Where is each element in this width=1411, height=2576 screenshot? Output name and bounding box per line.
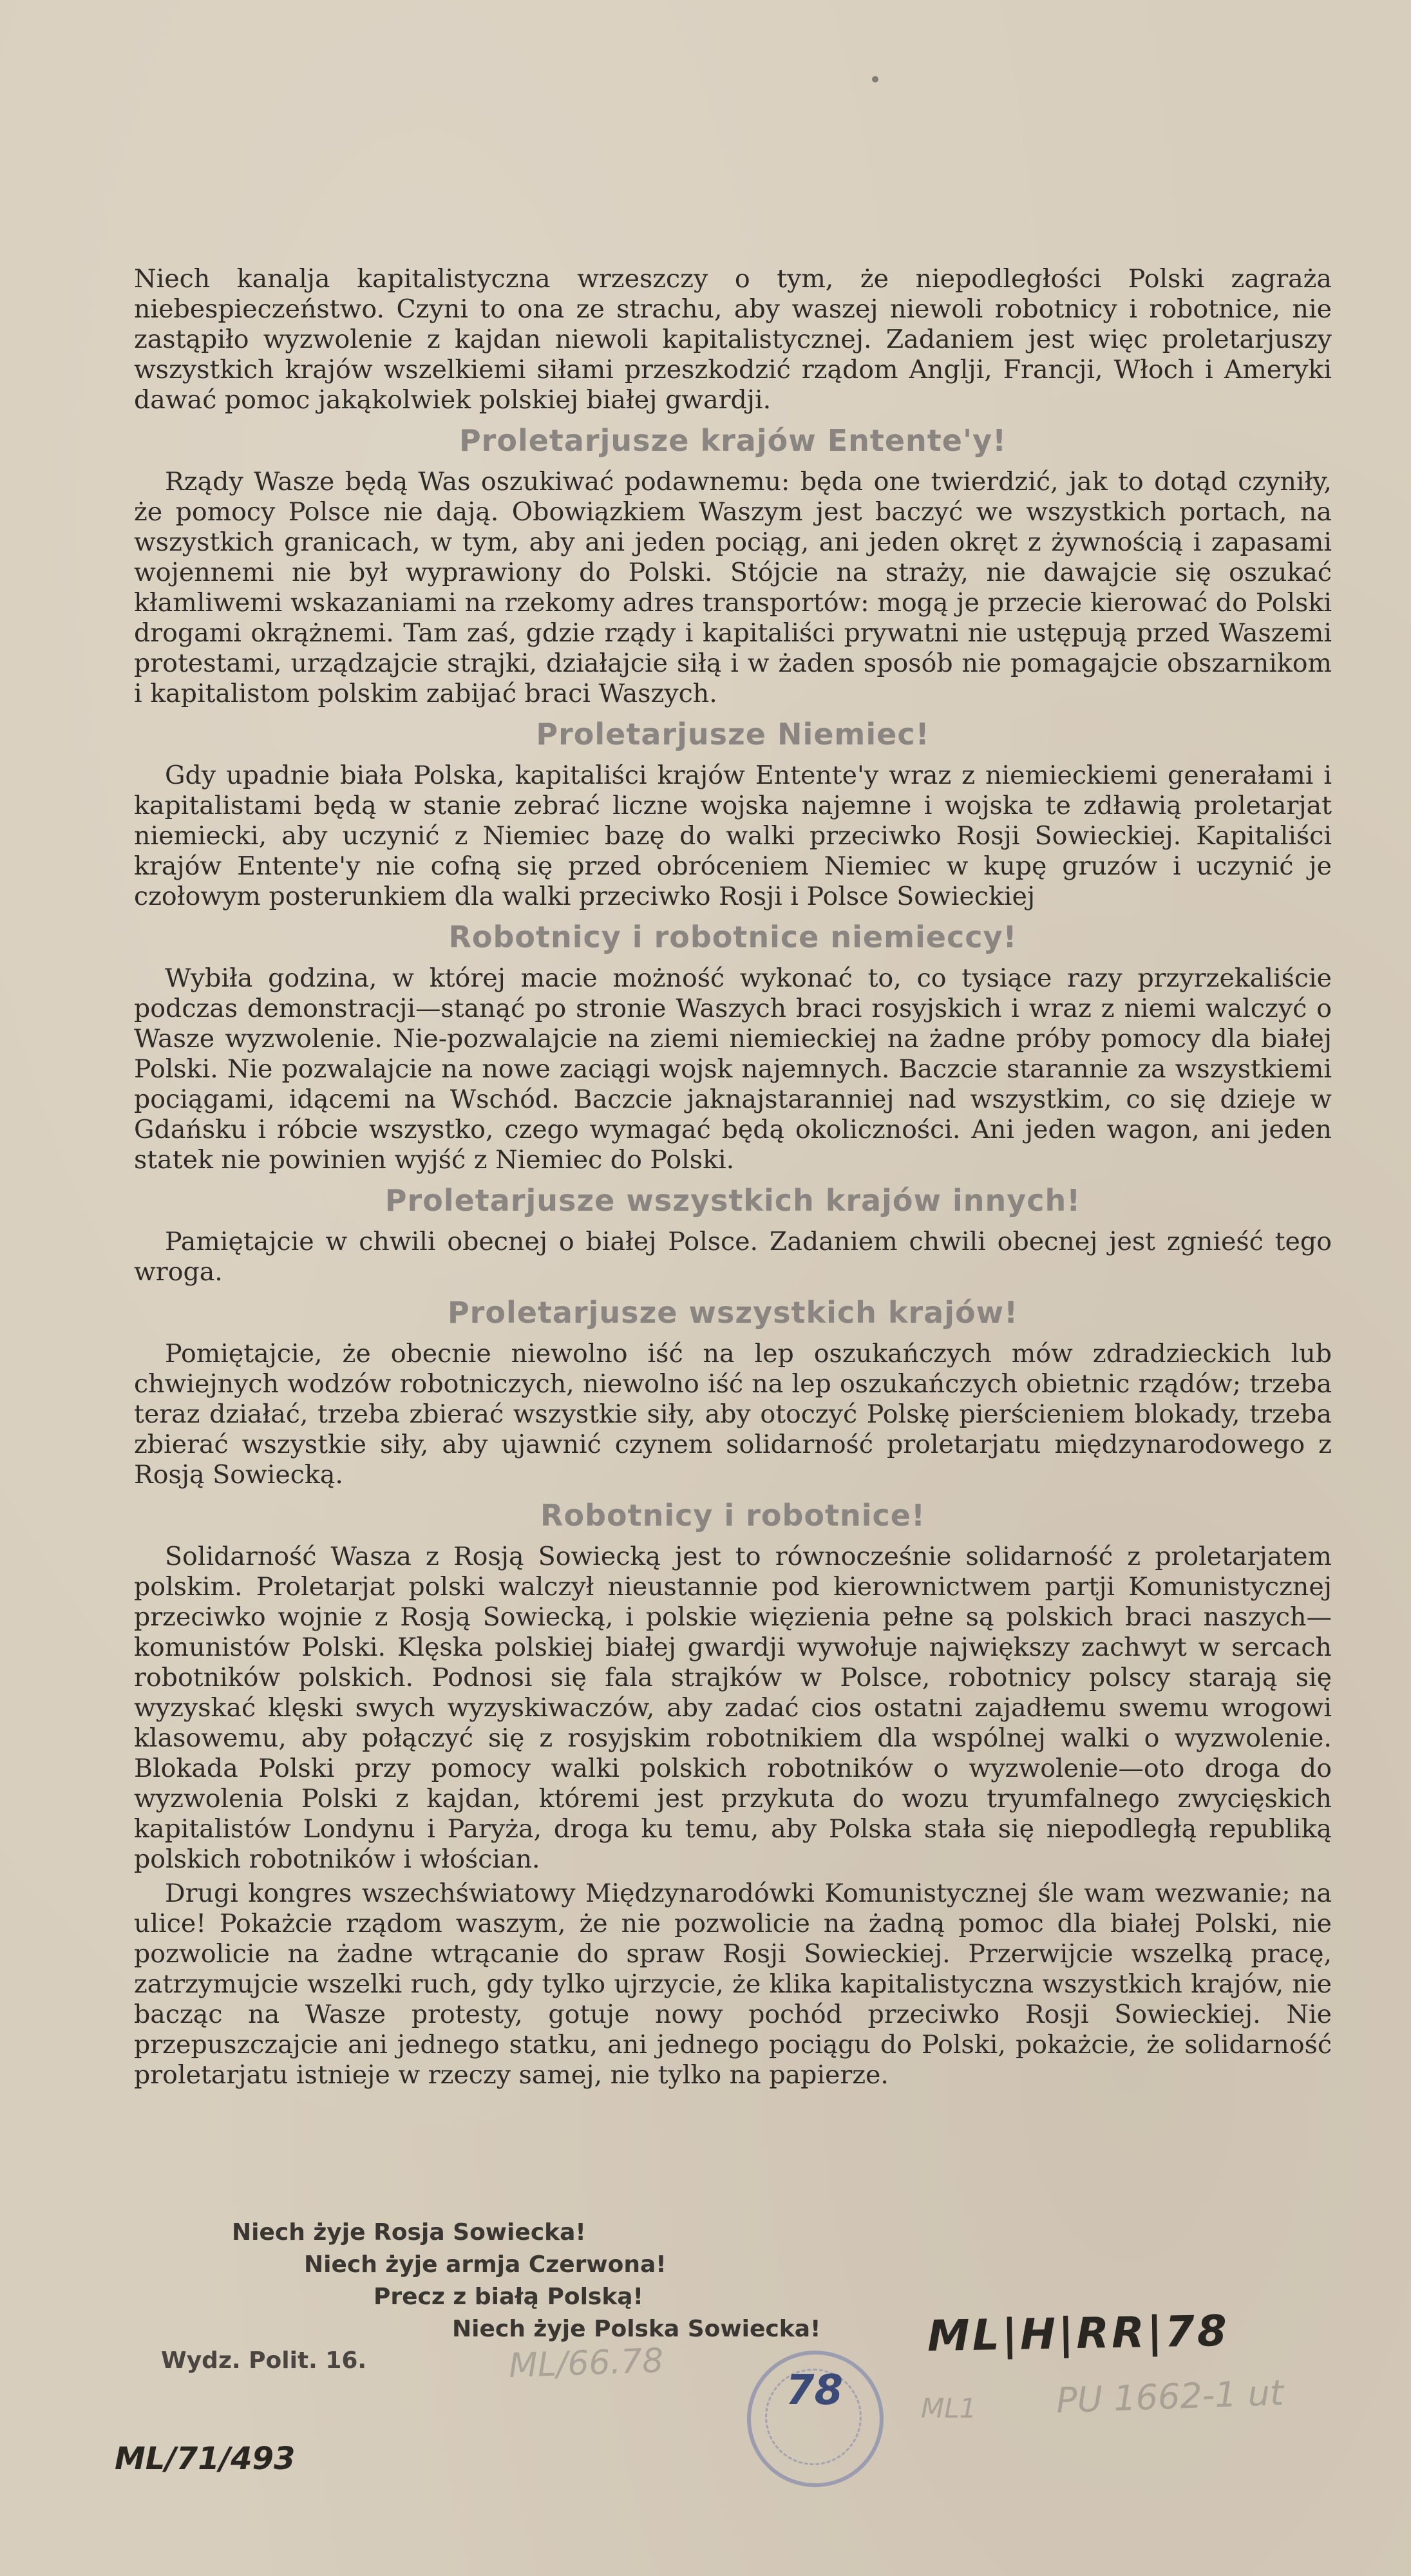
section-heading: Robotnicy i robotnice! [540,1498,925,1533]
slogan-line: Precz z białą Polską! [374,2284,643,2310]
body-paragraph: Niech kanalja kapitalistyczna wrzeszczy o tym, że niepodległości Polski zagraża niebespieczeństwo. Czyni to ona ze strachu, aby waszej niewoli robotnicy i robotnice, nie zastąpiło wyzwolenie z kajdan niewoli kapitalistycznej. Zadaniem jest więc proletarjuszy wszystkich krajów wszelkiemi siłami przeszkodzić rządom Anglji, Francji, Włoch i Ameryki dawać pomoc jakąkolwiek polskiej białej gwardji. [134,264,1332,415]
body-paragraph: Pamiętajcie w chwili obecnej o białej Polsce. Zadaniem chwili obecnej jest zgnieść tego wroga. [134,1227,1332,1287]
body-paragraph: Drugi kongres wszechświatowy Międzynarodówki Komunistycznej śle wam wezwanie; na ulice! Pokażcie rządom waszym, że nie pozwolicie na żadną pomoc dla białej Polski, nie pozwolicie na żadne wtrącanie do spraw Rosji Sowieckiej. Przerwijcie wszelką pracę, zatrzymujcie wszelki ruch, gdy tylko ujrzycie, że klika kapitalistyczna wszystkich krajów, nie bacząc na Wasze protesty, gotuje nowy pochód przeciwko Rosji Sowieckiej. Nie przepuszczajcie ani jednego statku, ani jednego pociągu do Polski, pokażcie, że solidarność proletarjatu istnieje w rzeczy samej, nie tylko na papierze. [134,1879,1332,2090]
section-heading: Robotnicy i robotnice niemieccy! [448,920,1018,954]
paper-speck [872,76,878,82]
stamp-number: 78 [786,2367,844,2414]
handwritten-signature-main: ML|H|RR|78 [927,2306,1230,2362]
faint-annotation: ML1 [921,2392,977,2424]
faint-annotation: PU 1662-1 ut [1056,2372,1285,2421]
slogan-line: Niech żyje Rosja Sowiecka! [232,2219,586,2246]
slogan-line: Niech żyje armja Czerwona! [304,2251,667,2278]
faint-annotation: ML/66.78 [508,2341,665,2386]
section-heading: Proletarjusze wszystkich krajów! [447,1295,1019,1330]
body-paragraph: Gdy upadnie biała Polska, kapitaliści krajów Entente'y wraz z niemieckiemi generałami i kapitalistami będą w stanie zebrać liczne wojska najemne i wojska te zdławią proletarjat niemiecki, aby uczynić z Niemiec bazę do walki przeciwko Rosji Sowieckiej. Kapitaliści krajów Entente'y nie cofną się przed obróceniem Niemiec w kupę gruzów i uczynić je czołowym posterunkiem dla walki przeciwko Rosji i Polsce Sowieckiej [134,761,1332,911]
imprint-line: Wydz. Polit. 16. [161,2347,367,2374]
section-heading: Proletarjusze wszystkich krajów innych! [384,1183,1081,1218]
handwritten-signature-bottom-left: ML/71/493 [115,2441,296,2477]
section-heading: Proletarjusze krajów Entente'y! [459,423,1007,458]
body-paragraph: Pomiętajcie, że obecnie niewolno iść na lep oszukańczych mów zdradzieckich lub chwiejnych wodzów robotniczych, niewolno iść na lep oszukańczych obietnic rządów; trzeba teraz działać, trzeba zbierać wszystkie siły, aby otoczyć Polskę pierścieniem blokady, trzeba zbierać wszystkie siły, aby ujawnić czynem solidarność proletarjatu międzynarodowego z Rosją Sowiecką. [134,1339,1332,1490]
body-paragraph: Solidarność Wasza z Rosją Sowiecką jest to równocześnie solidarność z proletarjatem polskim. Proletarjat polski walczył nieustannie pod kierownictwem partji Komunistycznej przeciwko wojnie z Rosją Sowiecką, i polskie więzienia pełne są polskich braci naszych—komunistów Polski. Klęska polskiej białej gwardji wywołuje największy zachwyt w sercach robotników polskich. Podnosi się fala strajków w Polsce, robotnicy polscy starają się wyzyskać klęski swych wyzyskiwaczów, aby zadać cios ostatni zajadłemu swemu wrogowi klasowemu, aby połączyć się z rosyjskim robotnikiem dla wspólnej walki o wyzwolenie. Blokada Polski przy pomocy walki polskich robotników o wyzwolenie—oto droga do wyzwolenia Polski z kajdan, któremi jest przykuta do wozu tryumfalnego zwycięskich kapitalistów Londynu i Paryża, droga ku temu, aby Polska stała się niepodległą republiką polskich robotników i włościan. [134,1542,1332,1874]
body-paragraph: Wybiła godzina, w której macie możność wykonać to, co tysiące razy przyrzekaliście podczas demonstracji—stanąć po stronie Waszych braci rosyjskich i wraz z niemi walczyć o Wasze wyzwolenie. Nie-pozwalajcie na ziemi niemieckiej na żadne próby pomocy dla białej Polski. Nie pozwalajcie na nowe zaciągi wojsk najemnych. Baczcie starannie za wszystkiemi pociągami, idącemi na Wschód. Baczcie jaknajstaranniej nad wszystkim, co się dzieje w Gdańsku i róbcie wszystko, czego wymagać będą okoliczności. Ani jeden wagon, ani jeden statek nie powinien wyjść z Niemiec do Polski. [134,963,1332,1175]
slogan-line: Niech żyje Polska Sowiecka! [452,2316,821,2342]
body-paragraph: Rządy Wasze będą Was oszukiwać podawnemu: będa one twierdzić, jak to dotąd czyniły, że pomocy Polsce nie dają. Obowiązkiem Waszym jest baczyć we wszystkich portach, na wszystkich granicach, w tym, aby ani jeden pociąg, ani jeden okręt z żywnością i zapasami wojennemi nie był wyprawiony do Polski. Stójcie na straży, nie dawajcie się oszukać kłamliwemi wskazaniami na rzekomy adres transportów: mogą je przecie kierować do Polski drogami okrążnemi. Tam zaś, gdzie rządy i kapitaliści prywatni nie ustępują przed Waszemi protestami, urządzajcie strajki, działajcie siłą i w żaden sposób nie pomagajcie obszarnikom i kapitalistom polskim zabijać braci Waszych. [134,467,1332,708]
document-body [134,264,1332,2094]
section-heading: Proletarjusze Niemiec! [536,717,930,752]
